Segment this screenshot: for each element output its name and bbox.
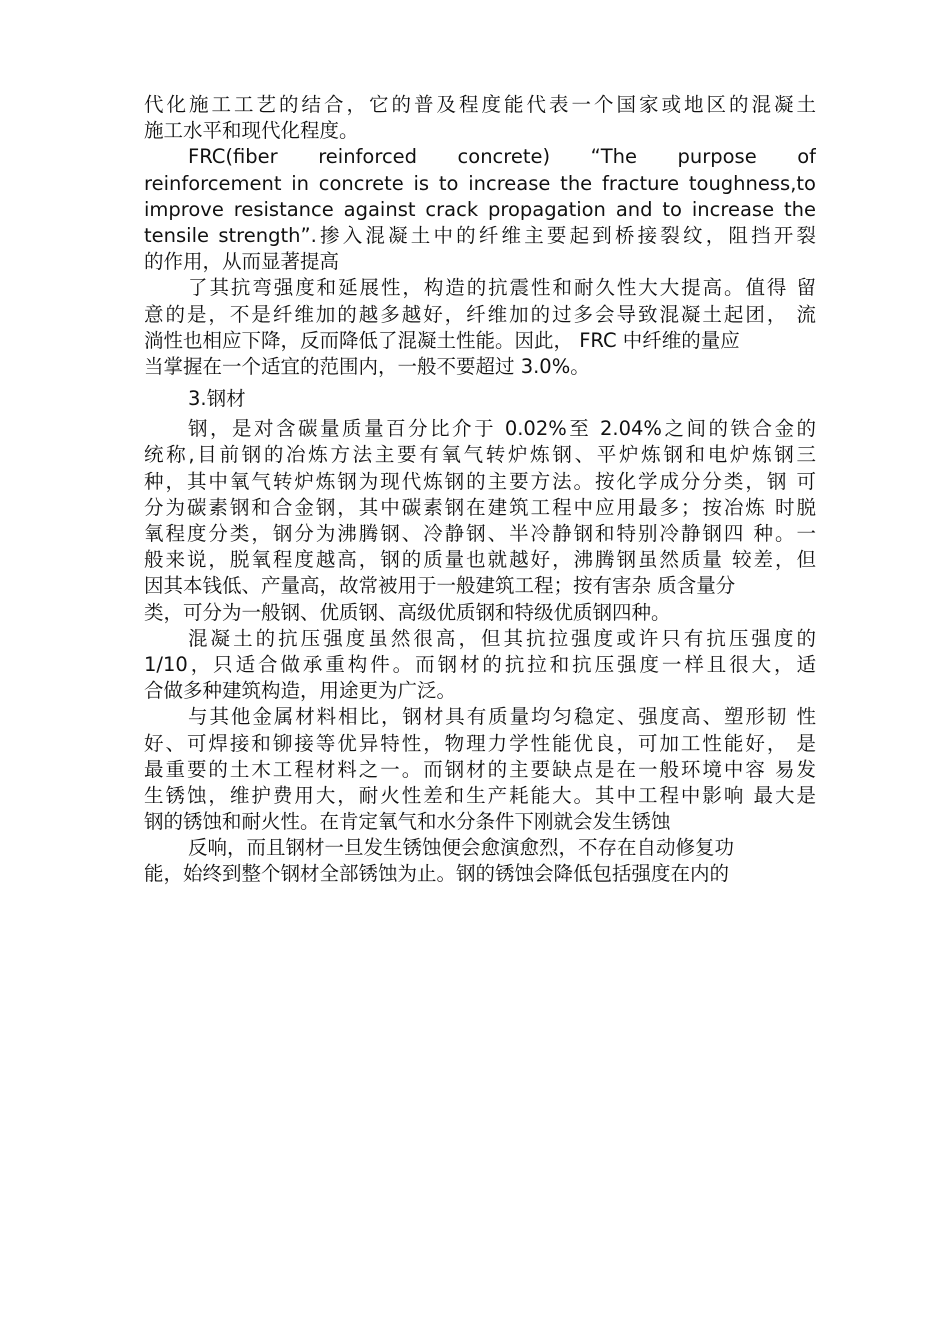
text-line: 统称,目前钢的冶炼方法主要有氧气转炉炼钢、平炉炼钢和电炉炼钢三	[144, 443, 816, 467]
text-line: 最重要的土木工程材料之一。而钢材的主要缺点是在一般环境中容 易发	[144, 757, 816, 781]
text-line: 混凝土的抗压强度虽然很高，但其抗拉强度或许只有抗压强度的	[188, 626, 816, 650]
text-line: 1/10，只适合做承重构件。而钢材的抗拉和抗压强度一样且很大，适	[144, 652, 816, 676]
text-line: 反响，而且钢材一旦发生锈蚀便会愈演愈烈，不存在自动修复功	[188, 836, 735, 860]
text-line: 生锈蚀，维护费用大，耐火性差和生产耗能大。其中工程中影响 最大是	[144, 783, 816, 807]
text-line: 的作用，从而显著提高	[144, 250, 340, 274]
text-line: 了其抗弯强度和延展性，构造的抗震性和耐久性大大提高。值得 留	[188, 276, 816, 300]
text-line: reinforcement in concrete is to increase the fracture toughness,to	[144, 171, 816, 195]
text-line: 分为碳素钢和合金钢，其中碳素钢在建筑工程中应用最多；按冶炼 时脱	[144, 495, 816, 519]
text-line: 好、可焊接和铆接等优异特性，物理力学性能优良，可加工性能好， 是	[144, 731, 816, 755]
text-line: 类，可分为一般钢、优质钢、高级优质钢和特级优质钢四种。	[144, 600, 671, 624]
text-line: 当掌握在一个适宜的范围内，一般不要超过 3.0%。	[144, 354, 590, 378]
section-heading: 3.钢材	[188, 387, 246, 411]
text-line: 种，其中氧气转炉炼钢为现代炼钢的主要方法。按化学成分分类，钢 可	[144, 469, 816, 493]
text-line: improve resistance against crack propagation and to increase the	[144, 197, 816, 221]
text-line: 钢的锈蚀和耐火性。在肯定氧气和水分条件下刚就会发生锈蚀	[144, 810, 671, 834]
text-line: FRC(fiber reinforced concrete) “The purpose of	[188, 145, 816, 169]
text-line: 合做多种建筑构造，用途更为广泛。	[144, 679, 457, 703]
text-line: 般来说，脱氧程度越高，钢的质量也就越好，沸腾钢虽然质量 较差，但	[144, 548, 816, 572]
text-line: 施工水平和现代化程度。	[144, 119, 359, 143]
text-line: 淌性也相应下降，反而降低了混凝土性能。因此， FRC 中纤维的量应	[144, 328, 740, 352]
text-line: 氧程度分类，钢分为沸腾钢、冷静钢、半冷静钢和特别冷静钢四 种。一	[144, 522, 816, 545]
text-line: 意的是，不是纤维加的越多越好，纤维加的过多会导致混凝土起团， 流	[144, 302, 816, 326]
text-line: tensile strength”.掺入混凝土中的纤维主要起到桥接裂纹，阻挡开裂	[144, 223, 816, 247]
document-body	[144, 92, 816, 888]
text-line: 钢，是对含碳量质量百分比介于 0.02%至 2.04%之间的铁合金的	[188, 417, 816, 441]
text-line: 因其本钱低、产量高，故常被用于一般建筑工程；按有害杂 质含量分	[144, 574, 736, 598]
text-line: 与其他金属材料相比，钢材具有质量均匀稳定、强度高、塑形韧 性	[188, 705, 816, 729]
text-line: 能，始终到整个钢材全部锈蚀为止。钢的锈蚀会降低包括强度在内的	[144, 862, 730, 886]
text-line: 代化施工工艺的结合，它的普及程度能代表一个国家或地区的混凝土	[144, 93, 816, 116]
